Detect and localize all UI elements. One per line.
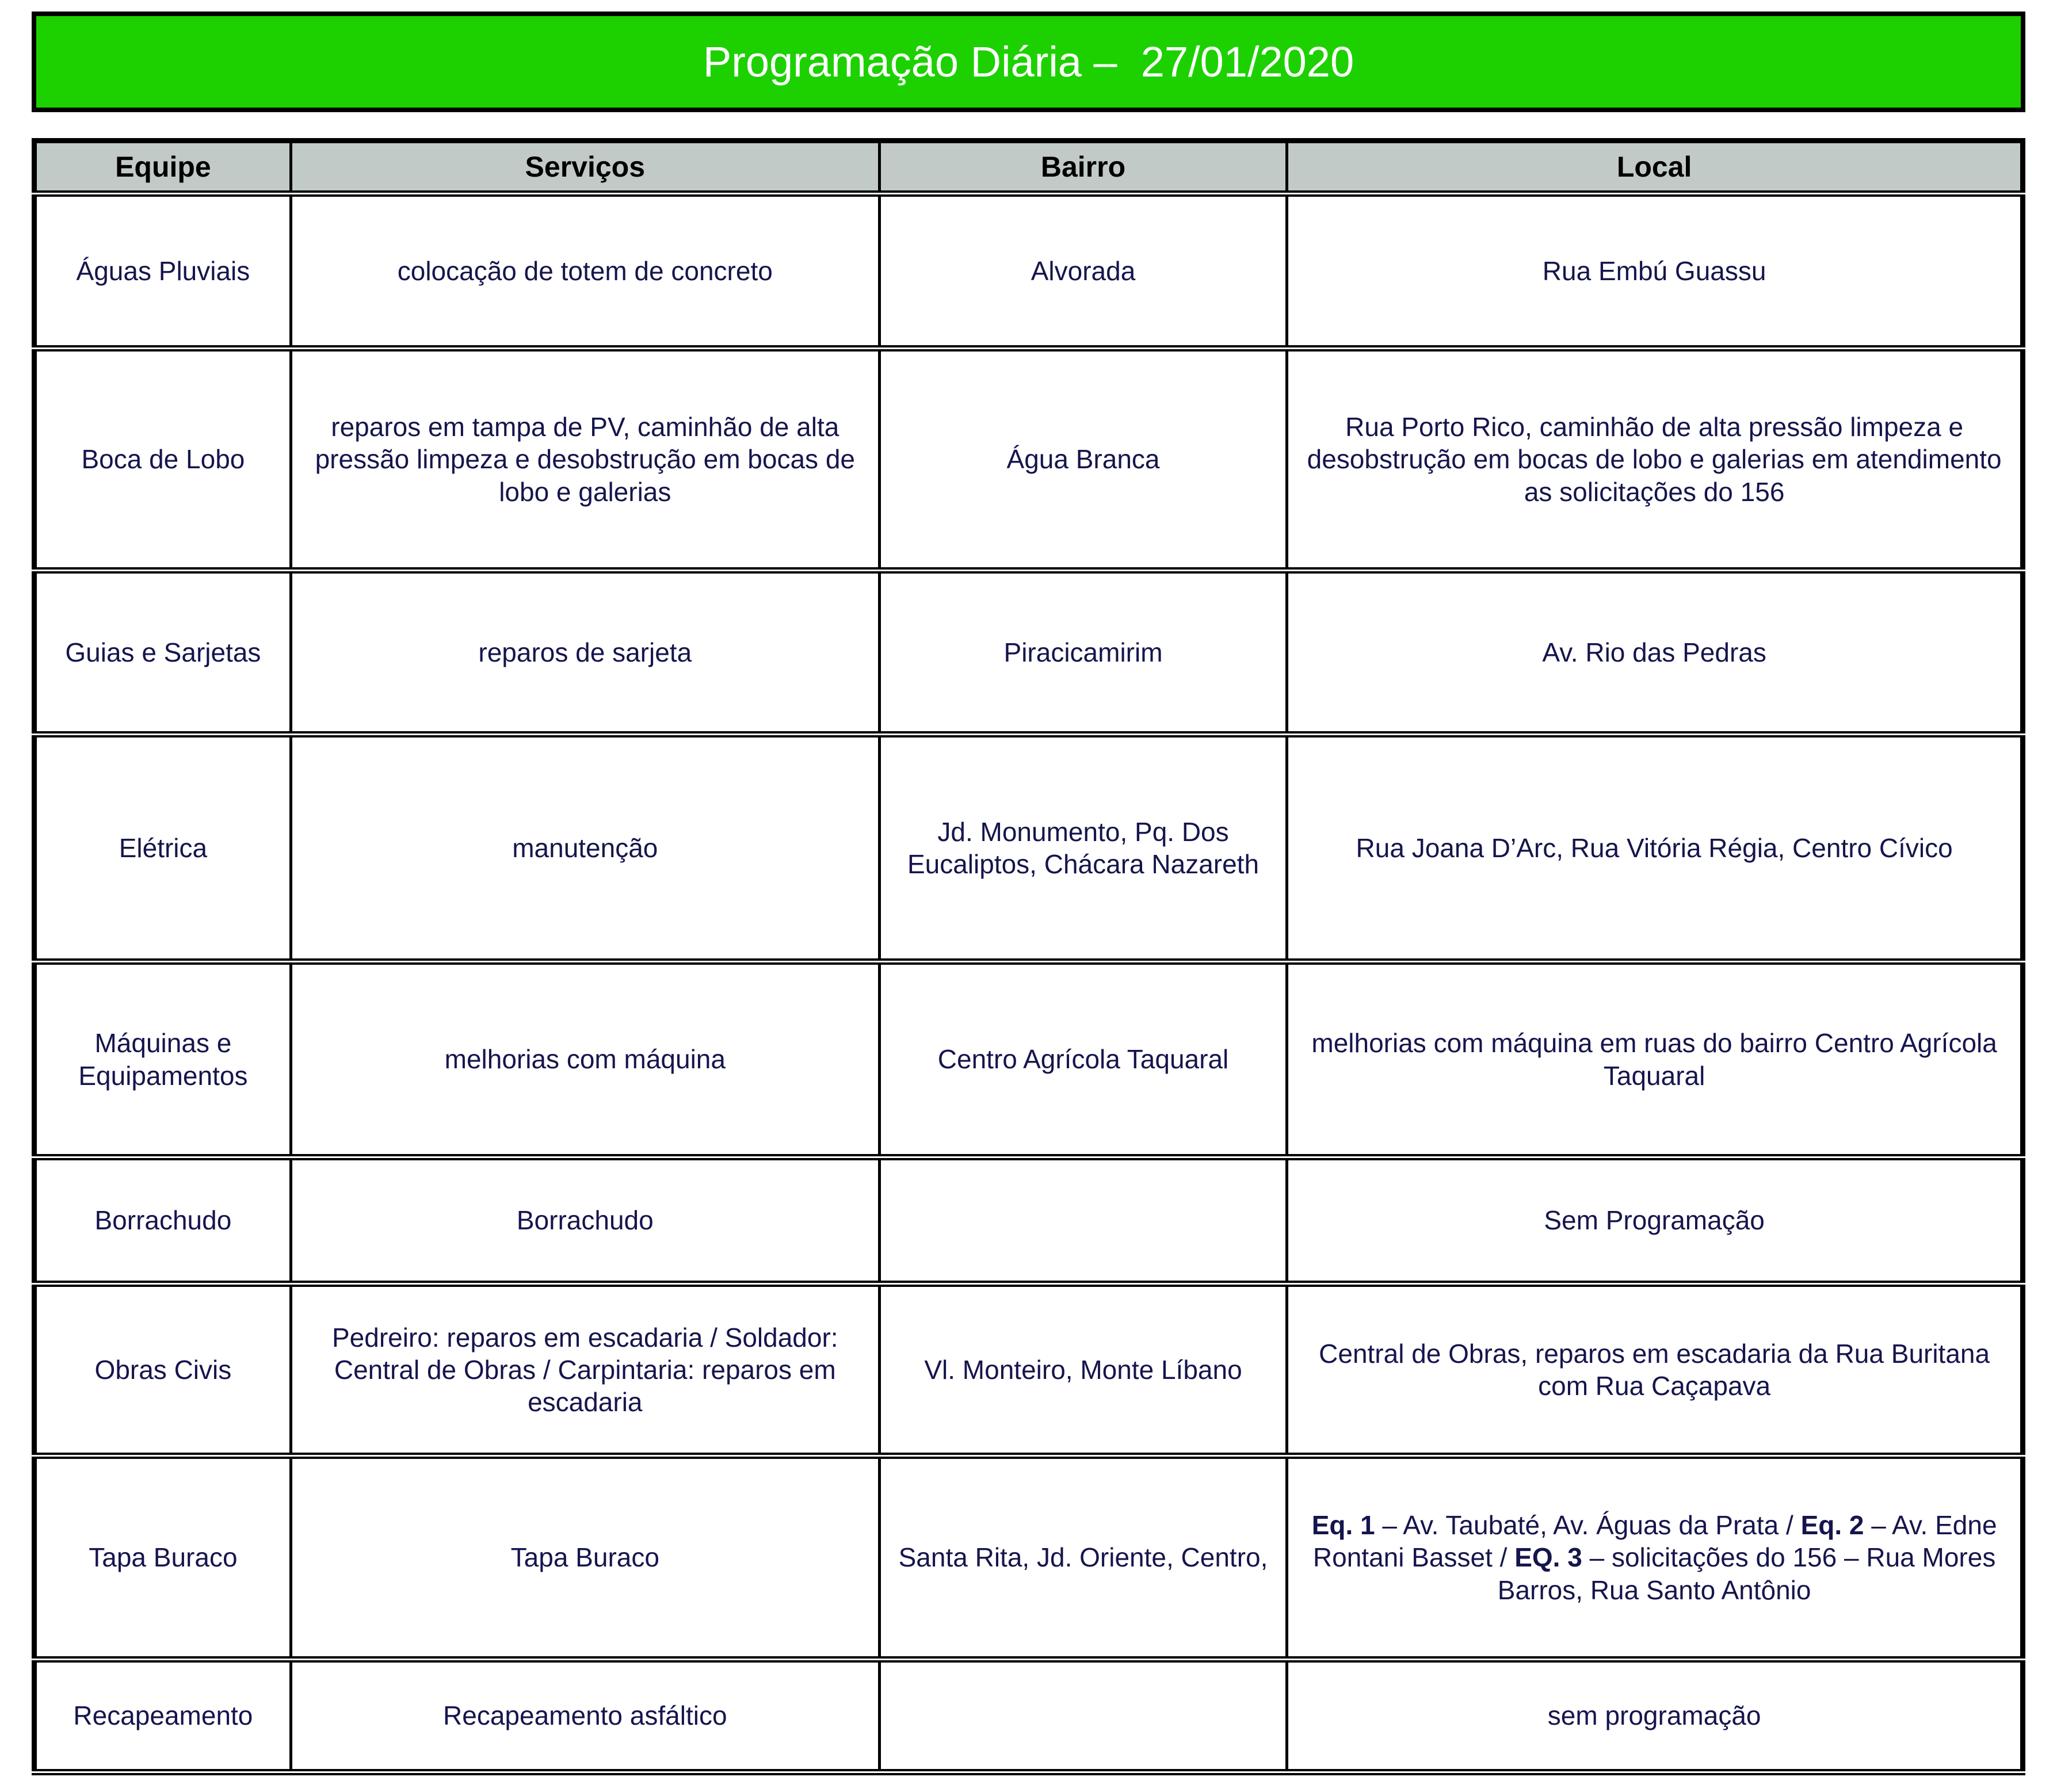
cell-servicos: Recapeamento asfáltico <box>291 1660 879 1772</box>
cell-equipe: Borrachudo <box>35 1157 291 1284</box>
cell-servicos: reparos em tampa de PV, caminhão de alta pressão limpeza e desobstrução em bocas de lobo e galerias <box>291 349 879 571</box>
cell-equipe: Guias e Sarjetas <box>35 571 291 735</box>
cell-local: Rua Porto Rico, caminhão de alta pressão limpeza e desobstrução em bocas de lobo e galerias em atendimento as solicitações do 156 <box>1287 349 2023 571</box>
cell-servicos: reparos de sarjeta <box>291 571 879 735</box>
cell-local: Rua Joana D’Arc, Rua Vitória Régia, Centro Cívico <box>1287 735 2023 962</box>
cell-equipe: Águas Pluviais <box>35 194 291 349</box>
cell-equipe: Tapa Buraco <box>35 1456 291 1660</box>
column-header-local: Local <box>1287 141 2023 194</box>
cell-local: Eq. 1 – Av. Taubaté, Av. Águas da Prata / Eq. 2 – Av. Edne Rontani Basset / EQ. 3 – solicitações do 156 – Rua Mores Barros, Rua Santo Antônio <box>1287 1456 2023 1660</box>
cell-servicos: Borrachudo <box>291 1157 879 1284</box>
table-row <box>35 1284 2023 1456</box>
cell-local: sem programação <box>1287 1660 2023 1772</box>
cell-equipe: Boca de Lobo <box>35 349 291 571</box>
schedule-table <box>32 138 2025 1775</box>
cell-local: Rua Embú Guassu <box>1287 194 2023 349</box>
table-header <box>35 141 2023 194</box>
cell-servicos: Pedreiro: reparos em escadaria / Soldador: Central de Obras / Carpintaria: reparos em escadaria <box>291 1284 879 1456</box>
cell-servicos: manutenção <box>291 735 879 962</box>
cell-equipe: Recapeamento <box>35 1660 291 1772</box>
cell-local: Av. Rio das Pedras <box>1287 571 2023 735</box>
cell-servicos: Tapa Buraco <box>291 1456 879 1660</box>
cell-servicos: colocação de totem de concreto <box>291 194 879 349</box>
cell-bairro: Centro Agrícola Taquaral <box>879 962 1287 1157</box>
table-row <box>35 1456 2023 1660</box>
cell-local: Sem Programação <box>1287 1157 2023 1284</box>
cell-local: Central de Obras, reparos em escadaria da Rua Buritana com Rua Caçapava <box>1287 1284 2023 1456</box>
table-row <box>35 194 2023 349</box>
table-row <box>35 571 2023 735</box>
cell-local: melhorias com máquina em ruas do bairro Centro Agrícola Taquaral <box>1287 962 2023 1157</box>
cell-equipe: Elétrica <box>35 735 291 962</box>
cell-bairro: Santa Rita, Jd. Oriente, Centro, <box>879 1456 1287 1660</box>
cell-equipe: Máquinas e Equipamentos <box>35 962 291 1157</box>
cell-bairro: Alvorada <box>879 194 1287 349</box>
cell-bairro: Piracicamirim <box>879 571 1287 735</box>
cell-bairro <box>879 1157 1287 1284</box>
column-header-bairro: Bairro <box>879 141 1287 194</box>
cell-servicos: melhorias com máquina <box>291 962 879 1157</box>
cell-bairro: Água Branca <box>879 349 1287 571</box>
table-body <box>35 194 2023 1772</box>
table-row <box>35 735 2023 962</box>
page-title: Programação Diária – 27/01/2020 <box>703 38 1354 86</box>
header-row <box>35 141 2023 194</box>
table-row <box>35 962 2023 1157</box>
cell-bairro: Jd. Monumento, Pq. Dos Eucaliptos, Chácara Nazareth <box>879 735 1287 962</box>
cell-equipe: Obras Civis <box>35 1284 291 1456</box>
table-row <box>35 1660 2023 1772</box>
title-bar <box>32 12 2025 112</box>
table-row <box>35 349 2023 571</box>
cell-bairro: Vl. Monteiro, Monte Líbano <box>879 1284 1287 1456</box>
table-row <box>35 1157 2023 1284</box>
cell-bairro <box>879 1660 1287 1772</box>
column-header-servicos: Serviços <box>291 141 879 194</box>
column-header-equipe: Equipe <box>35 141 291 194</box>
